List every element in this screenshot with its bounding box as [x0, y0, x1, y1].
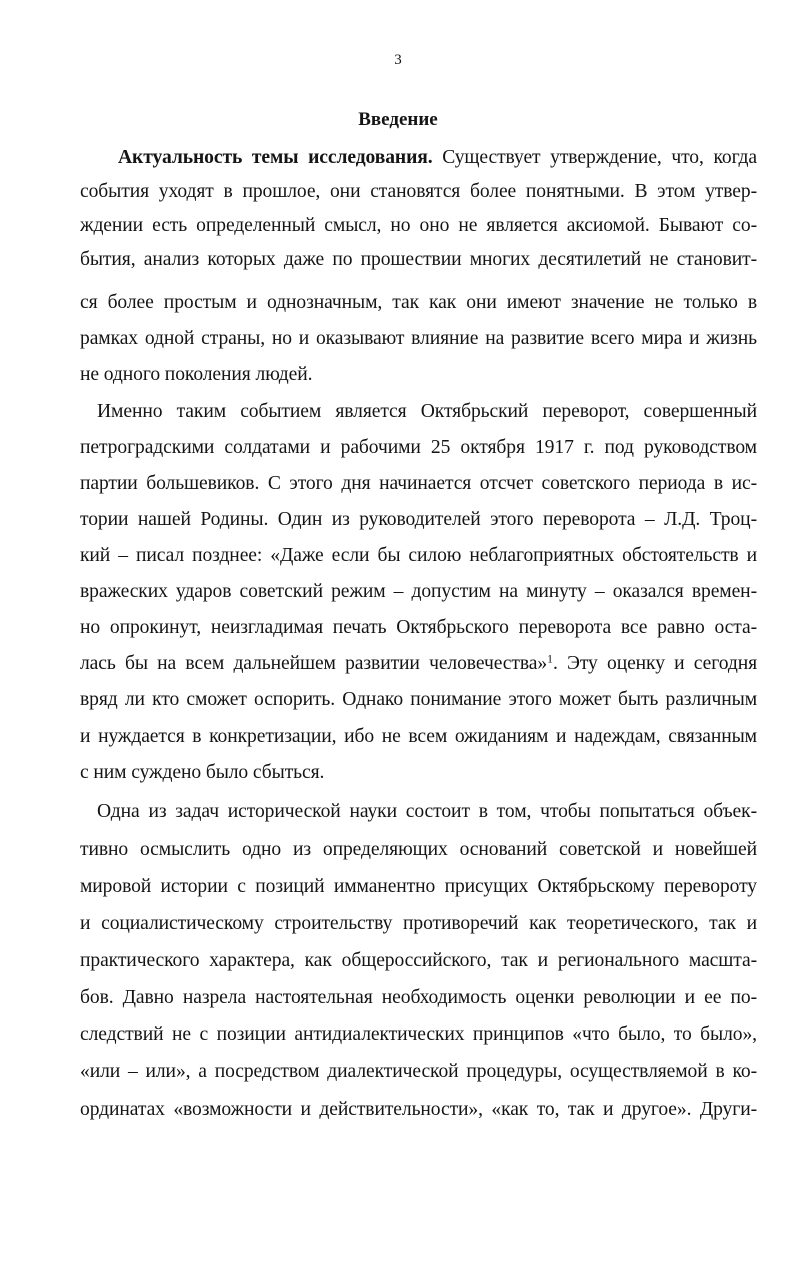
- paragraph-2-line-11: с ним суждено было сбыться.: [80, 762, 325, 783]
- paragraph-3-line-8: «или – или», а посредством диалектической процедуры, осуществляемой в ко-: [80, 1061, 757, 1082]
- paragraph-1-line-3: ждении есть определенный смысл, но оно не является аксиомой. Бывают со-: [80, 215, 757, 236]
- paragraph-2-line-8: лась бы на всем дальнейшем развитии человечества»$^1$. Эту оценку и сегодня: [80, 651, 757, 674]
- paragraph-1-line-2: события уходят в прошлое, они становятся более понятными. В этом утвер-: [80, 181, 757, 202]
- page-number: 3: [394, 52, 402, 68]
- paragraph-2-line-4: тории нашей Родины. Один из руководителей этого переворота – Л.Д. Троц-: [80, 509, 757, 530]
- paragraph-lead-bold: Актуальность темы исследования.: [118, 147, 433, 168]
- paragraph-1-line-7: не одного поколения людей.: [80, 364, 313, 385]
- paragraph-2-line-6: вражеских ударов советский режим – допустим на минуту – оказался времен-: [80, 581, 757, 602]
- paragraph-1-line-6: рамках одной страны, но и оказывают влияние на развитие всего мира и жизнь: [80, 328, 757, 349]
- paragraph-2-line-1: Именно таким событием является Октябрьский переворот, совершенный: [97, 401, 757, 422]
- paragraph-3-line-6: бов. Давно назрела настоятельная необходимость оценки революции и ее по-: [80, 987, 757, 1008]
- paragraph-3-line-7: следствий не с позиции антидиалектических принципов «что было, то было»,: [80, 1024, 757, 1045]
- paragraph-2-line-9: вряд ли кто сможет оспорить. Однако понимание этого может быть различным: [80, 689, 757, 710]
- paragraph-3-line-2: тивно осмыслить одно из определяющих оснований советской и новейшей: [80, 839, 757, 860]
- section-heading: Введение: [358, 109, 438, 130]
- paragraph-1-line-5: ся более простым и однозначным, так как они имеют значение не только в: [80, 292, 757, 313]
- paragraph-1-line-4: бытия, анализ которых даже по прошествии многих десятилетий не становит-: [80, 249, 757, 270]
- paragraph-2-line-5: кий – писал позднее: «Даже если бы силою неблагоприятных обстоятельств и: [80, 545, 757, 566]
- paragraph-3-line-9: ординатах «возможности и действительности», «как то, так и другое». Други-: [80, 1099, 757, 1120]
- paragraph-3-line-3: мировой истории с позиций имманентно присущих Октябрьскому перевороту: [80, 876, 757, 897]
- paragraph-1-line-1: Актуальность темы исследования. Существует утверждение, что, когда: [118, 147, 757, 168]
- paragraph-2-line-7: но опрокинут, неизгладимая печать Октябрьского переворота все равно оста-: [80, 617, 757, 638]
- paragraph-2-line-10: и нуждается в конкретизации, ибо не всем ожиданиям и надеждам, связанным: [80, 726, 757, 747]
- paragraph-3-line-4: и социалистическому строительству противоречий как теоретического, так и: [80, 913, 757, 934]
- paragraph-3-line-1: Одна из задач исторической науки состоит в том, чтобы попытаться объек-: [97, 801, 757, 822]
- footnote-marker[interactable]: 1: [547, 651, 553, 666]
- paragraph-2-line-3: партии большевиков. С этого дня начинается отсчет советского периода в ис-: [80, 473, 757, 494]
- paragraph-3-line-5: практического характера, как общероссийского, так и регионального масшта-: [80, 950, 757, 971]
- paragraph-2-line-2: петроградскими солдатами и рабочими 25 октября 1917 г. под руководством: [80, 437, 757, 458]
